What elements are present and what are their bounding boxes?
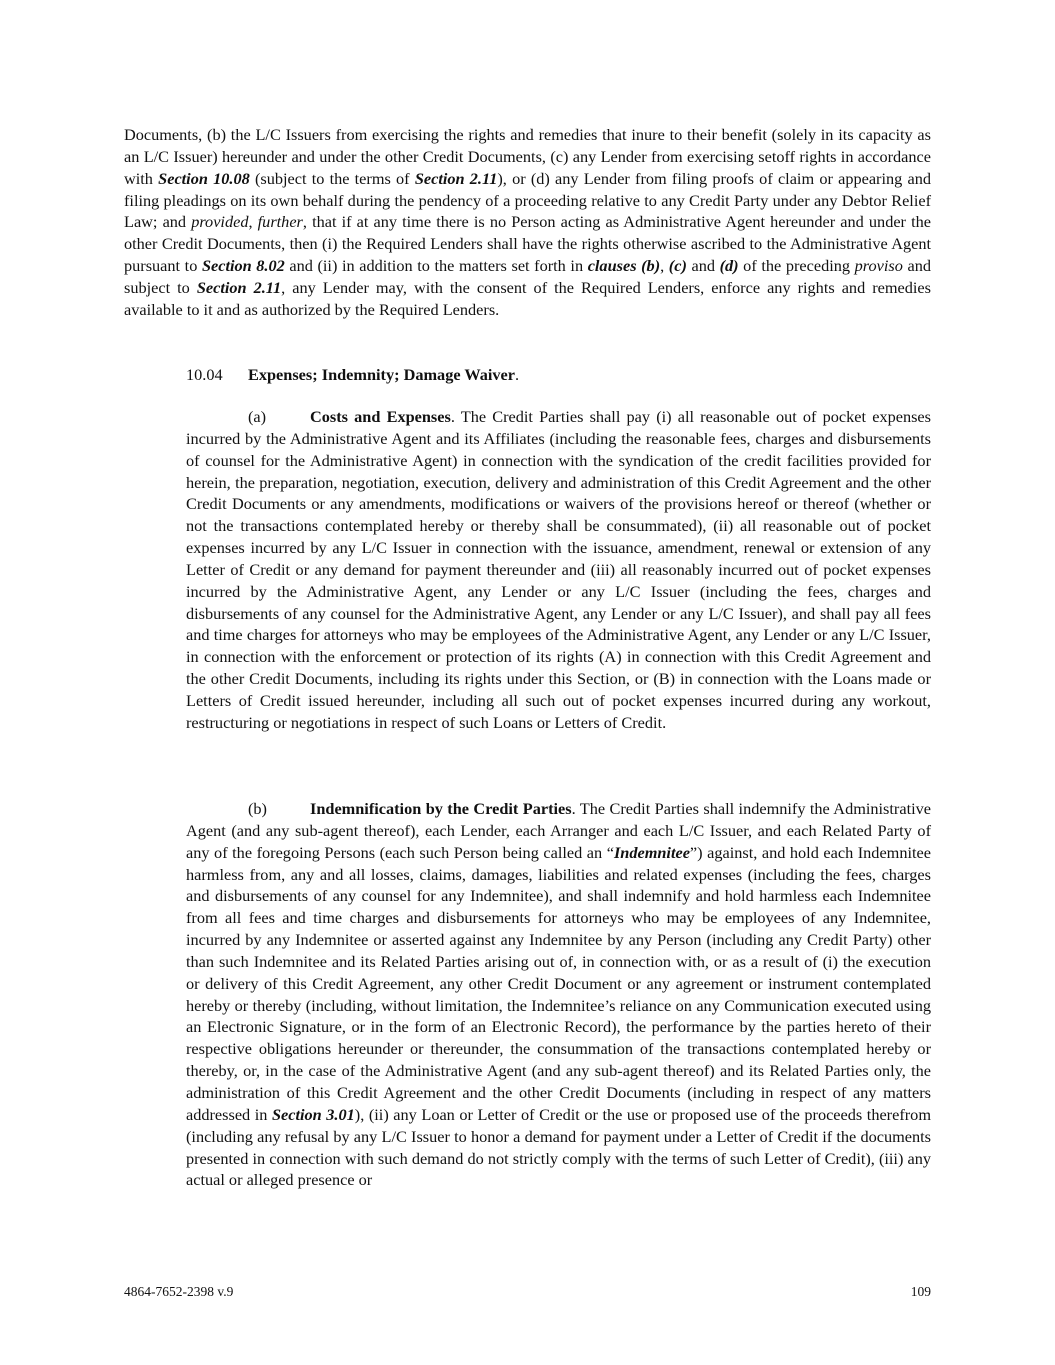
subsection-a bbox=[186, 406, 931, 734]
footer-page-number: 109 bbox=[910, 1284, 931, 1299]
text-run: ”) against, and hold each Indemnitee harmless from, any and all losses, claims, damages, liabilities and related expenses (including the fees, charges and disbursements of any counsel for any Indemnitee), and shall indemnify and hold harmless each Indemnitee from all fees and time charges and disbursements for attorneys who may be employees of any Indemnitee, incurred by any Indemnitee or asserted against any Indemnitee by any Person (including any Credit Party) other than such Indemnitee and its Related Parties arising out of, in connection with, or as a result of (i) the execution or delivery of this Credit Agreement, any other Credit Document or any agreement or instrument contemplated hereby or thereby (including, without limitation, the Indemnitee’s reliance on any Communication executed using an Electronic Signature, or in the form of an Electronic Record), the performance by the parties hereto of their respective obligations hereunder or thereunder, the consummation of the transactions contemplated hereby or thereby, or, in the case of the Administrative Agent (and any sub-agent thereof) and its Related Parties only, the administration of this Credit Agreement and the other Credit Documents (including in respect of any matters addressed in bbox=[186, 842, 931, 1124]
defined-term: Indemnitee bbox=[613, 842, 690, 862]
section-heading bbox=[186, 364, 786, 386]
text-run: ), or (d) any Lender from filing proofs of claim or appearing and filing pleadings on its own behalf during the pendency of a proceeding relative to any Credit Party under any Debtor Relief Law; and bbox=[124, 168, 931, 232]
subsection-b bbox=[186, 798, 931, 1191]
section-reference: Section 2.11 bbox=[414, 168, 498, 188]
text-run: and bbox=[686, 256, 720, 276]
subsection-heading: Indemnification by the Credit Parties bbox=[310, 799, 572, 818]
text-run: , bbox=[660, 256, 669, 276]
text-run: , any Lender may, with the consent of the Required Lenders, enforce any rights and remedies available to it and as authorized by the Required Lenders. bbox=[124, 277, 931, 319]
clause-reference: (c) bbox=[668, 256, 687, 276]
italic-term: proviso bbox=[854, 256, 903, 276]
subsection-text: . The Credit Parties shall pay (i) all reasonable out of pocket expenses incurred by the Administrative Agent and its Affiliates (including the reasonable fees, charges and disbursements of counsel for the Administrative Agent) in connection with the syndication of the credit facilities provided for herein, the preparation, negotiation, execution, delivery and administration of this Credit Agreement and the other Credit Documents or any amendments, modifications or waivers of the provisions hereof or thereof (whether or not the transactions contemplated hereby or thereby shall be consummated), (ii) all reasonable out of pocket expenses incurred by any L/C Issuer in connection with the issuance, amendment, renewal or extension of any Letter of Credit or any demand for payment thereunder and (iii) all reasonably incurred out of pocket expenses incurred by the Administrative Agent, any Lender or any L/C Issuer (including the fees, charges and disbursements of any counsel for the Administrative Agent, any Lender or any L/C Issuer), and shall pay all fees and time charges for attorneys who may be employees of the Administrative Agent, any Lender or any L/C Issuer, in connection with the enforcement or protection of its rights (A) in connection with this Credit Agreement and the other Credit Documents, including its rights under this Section, or (B) in connection with the Loans made or Letters of Credit issued hereunder, including all such out of pocket expenses incurred during any workout, restructuring or negotiations in respect of such Loans or Letters of Credit. bbox=[186, 407, 931, 732]
section-reference: Section 10.08 bbox=[158, 168, 250, 188]
text-run: , that if at any time there is no Person acting as Administrative Agent hereunder and under the other Credit Documents, then (i) the Required Lenders shall have the rights otherwise ascribed to the Administrative Agent pursuant to bbox=[124, 212, 931, 276]
body-paragraph-continued bbox=[124, 124, 931, 321]
section-reference: Section 8.02 bbox=[201, 256, 285, 276]
clause-reference: (d) bbox=[719, 256, 739, 276]
italic-term: provided bbox=[191, 212, 249, 232]
italic-term: further bbox=[257, 212, 303, 232]
text-run: , bbox=[248, 212, 258, 232]
text-run: Documents, (b) the L/C Issuers from exercising the rights and remedies that inure to their benefit (solely in its capacity as an L/C Issuer) hereunder and under the other Credit Documents, (c) any Lender from exercising setoff rights in accordance with bbox=[124, 125, 931, 188]
subsection-label: (b) bbox=[248, 799, 267, 818]
section-number: 10.04 bbox=[186, 365, 223, 384]
text-run: of the preceding bbox=[738, 256, 855, 276]
subsection-label: (a) bbox=[248, 407, 267, 426]
section-reference: Section 2.11 bbox=[196, 277, 282, 297]
footer-document-id: 4864-7652-2398 v.9 bbox=[124, 1284, 234, 1299]
text-run: ), (ii) any Loan or Letter of Credit or the use or proposed use of the proceeds therefrom (including any refusal by any L/C Issuer to honor a demand for payment under a Letter of Credit if the documents presented in connection with such demand do not strictly comply with the terms of such Letter of Credit), (iii) any actual or alleged presence or bbox=[186, 1104, 931, 1190]
subsection-heading: Costs and Expenses bbox=[310, 407, 451, 426]
text-run: and subject to bbox=[124, 256, 931, 297]
clause-reference: clauses (b) bbox=[587, 256, 661, 276]
text-run: (subject to the terms of bbox=[249, 168, 415, 188]
section-title: Expenses; Indemnity; Damage Waiver bbox=[248, 365, 515, 384]
section-reference: Section 3.01 bbox=[271, 1104, 355, 1124]
section-title-period: . bbox=[514, 365, 520, 384]
text-run: and (ii) in addition to the matters set forth in bbox=[284, 256, 588, 276]
text-run: . The Credit Parties shall indemnify the Administrative Agent (and any sub-agent thereof), each Lender, each Arranger and each L/C Issuer, and each Related Party of any of the foregoing Persons (each such Person being called an “ bbox=[186, 799, 931, 862]
